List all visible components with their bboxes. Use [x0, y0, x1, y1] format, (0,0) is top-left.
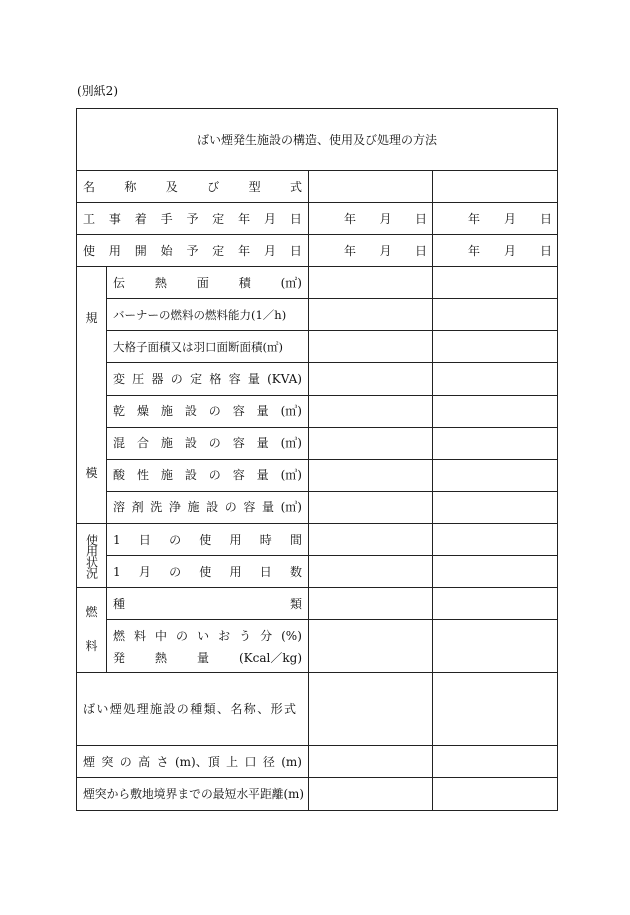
- fuel-group-label: [77, 588, 106, 672]
- label-segment: 熱: [154, 275, 167, 290]
- label-segment: 月: [138, 564, 151, 579]
- label-segment: 燃: [113, 629, 126, 644]
- label-segment: 年: [238, 243, 251, 258]
- label-segment: 容: [243, 500, 256, 515]
- year-unit: 年: [344, 243, 357, 258]
- value-cell: [433, 427, 558, 459]
- use-start-label-cell: [77, 235, 309, 267]
- value-cell: [433, 459, 558, 491]
- month-unit: 月: [504, 211, 517, 226]
- value-cell: [309, 673, 433, 746]
- label-segment: 料: [134, 629, 147, 644]
- label-segment: 面: [196, 275, 209, 290]
- chimney-distance-label-cell: [77, 778, 309, 811]
- value-cell: [433, 171, 558, 203]
- value-cell: [309, 588, 433, 620]
- daily-hours-label: [113, 532, 302, 548]
- label-segment: 設: [184, 468, 197, 483]
- value-cell: [433, 299, 558, 331]
- label-segment: 日: [259, 564, 272, 579]
- value-cell: [433, 491, 558, 523]
- value-cell: [309, 491, 433, 523]
- fuel-item-cell: [107, 588, 309, 620]
- date-units: [433, 243, 557, 259]
- label-segment: 及: [165, 179, 178, 194]
- label-segment: 名: [83, 179, 96, 194]
- solvent-cleaning-capacity-label: [113, 499, 302, 515]
- treatment-facility-label: ばい煙処理施設の種類、名称、形式: [83, 702, 298, 716]
- label-segment: 発: [113, 651, 126, 666]
- label-segment: 合: [136, 436, 149, 451]
- value-cell: [433, 524, 558, 556]
- heating-value-label: [113, 650, 302, 666]
- label-segment: 容: [232, 468, 245, 483]
- label-segment: (KVA): [267, 371, 302, 386]
- label-segment: の: [169, 564, 182, 579]
- day-unit: 日: [540, 243, 553, 258]
- label-segment: (㎥): [280, 404, 302, 419]
- label-segment: 量: [197, 651, 210, 666]
- year-unit: 年: [468, 243, 481, 258]
- label-segment: (㎡): [280, 275, 302, 290]
- label-segment: 器: [151, 371, 164, 386]
- label-segment: 設: [184, 404, 197, 419]
- label-segment: 数: [289, 564, 302, 579]
- label-segment: 式: [289, 179, 302, 194]
- label-segment: 圧: [132, 371, 145, 386]
- month-unit: 月: [379, 211, 392, 226]
- value-cell: [309, 395, 433, 427]
- attachment-label: (別紙2): [77, 84, 118, 98]
- label-segment: 予: [186, 243, 199, 258]
- fuel-type-label: [113, 596, 302, 612]
- label-segment: 定: [212, 243, 225, 258]
- label-segment: 量: [256, 436, 269, 451]
- label-segment: 事: [108, 211, 121, 226]
- label-segment: 剤: [131, 500, 144, 515]
- fuel-label-bottom: 料: [85, 639, 98, 653]
- label-segment: び: [207, 179, 220, 194]
- usage-group-label: 使用状況: [84, 533, 99, 578]
- label-segment: (Kcal／kg): [239, 651, 302, 666]
- label-segment: 用: [229, 564, 242, 579]
- label-segment: 酸: [113, 468, 126, 483]
- chimney-height-label: [83, 754, 302, 770]
- value-cell: [433, 746, 558, 778]
- label-segment: 量: [256, 468, 269, 483]
- label-segment: 径: [262, 754, 275, 769]
- label-segment: 量: [262, 500, 275, 515]
- label-segment: の: [169, 532, 182, 547]
- usage-group-label-cell: [77, 524, 107, 588]
- year-unit: 年: [344, 211, 357, 226]
- date-cell: [309, 235, 433, 267]
- value-cell: [309, 778, 433, 811]
- monthly-days-label: [113, 564, 302, 580]
- use-start-label: [83, 243, 302, 259]
- value-cell: [433, 620, 558, 673]
- fuel-item-cell: [107, 620, 309, 673]
- label-segment: 称: [124, 179, 137, 194]
- value-cell: [309, 459, 433, 491]
- scale-item-cell: [107, 427, 309, 459]
- value-cell: [433, 588, 558, 620]
- label-segment: 洗: [150, 500, 163, 515]
- value-cell: [433, 395, 558, 427]
- scale-item-cell: [107, 299, 309, 331]
- label-segment: 施: [160, 436, 173, 451]
- label-segment: 始: [160, 243, 173, 258]
- label-segment: 予: [186, 211, 199, 226]
- date-cell: [433, 235, 558, 267]
- label-segment: 容: [232, 404, 245, 419]
- mixing-capacity-label: [113, 435, 302, 451]
- label-segment: 日: [138, 532, 151, 547]
- label-segment: の: [208, 436, 221, 451]
- label-segment: い: [197, 629, 210, 644]
- label-segment: 工: [83, 211, 96, 226]
- label-segment: 中: [155, 629, 168, 644]
- month-unit: 月: [379, 243, 392, 258]
- value-cell: [309, 299, 433, 331]
- label-segment: 間: [289, 532, 302, 547]
- scale-item-cell: [107, 331, 309, 363]
- label-segment: 1: [113, 564, 121, 579]
- label-segment: 乾: [113, 404, 126, 419]
- label-segment: 定: [190, 371, 203, 386]
- date-units: [309, 211, 432, 227]
- label-segment: 煙: [83, 754, 96, 769]
- form-title: ばい煙発生施設の構造、使用及び処理の方法: [197, 133, 438, 147]
- label-segment: 使: [199, 564, 212, 579]
- label-segment: 格: [209, 371, 222, 386]
- label-segment: 種: [113, 596, 126, 611]
- value-cell: [309, 331, 433, 363]
- day-unit: 日: [540, 211, 553, 226]
- acid-capacity-label: [113, 467, 302, 483]
- value-cell: [433, 778, 558, 811]
- value-cell: [309, 524, 433, 556]
- label-segment: 月: [264, 211, 277, 226]
- usage-item-cell: [107, 524, 309, 556]
- label-segment: 量: [247, 371, 260, 386]
- label-segment: 着: [134, 211, 147, 226]
- label-segment: 混: [113, 436, 126, 451]
- label-segment: 類: [289, 596, 302, 611]
- day-unit: 日: [414, 243, 427, 258]
- label-segment: 開: [134, 243, 147, 258]
- date-units: [309, 243, 432, 259]
- label-segment: 分: [260, 629, 273, 644]
- sulfur-content-label: [113, 628, 302, 644]
- label-segment: 用: [229, 532, 242, 547]
- date-units: [433, 211, 557, 227]
- label-segment: 設: [206, 500, 219, 515]
- scale-item-cell: [107, 363, 309, 395]
- label-segment: 1: [113, 532, 121, 547]
- label-segment: 容: [232, 436, 245, 451]
- value-cell: [309, 620, 433, 673]
- label-segment: の: [176, 629, 189, 644]
- label-segment: 時: [259, 532, 272, 547]
- month-unit: 月: [504, 243, 517, 258]
- scale-item-cell: [107, 459, 309, 491]
- year-unit: 年: [468, 211, 481, 226]
- label-segment: 燥: [136, 404, 149, 419]
- label-segment: 施: [160, 404, 173, 419]
- value-cell: [433, 673, 558, 746]
- label-segment: 月: [264, 243, 277, 258]
- scale-item-cell: [107, 267, 309, 299]
- fuel-group-label-cell: [77, 588, 107, 673]
- day-unit: 日: [414, 211, 427, 226]
- construction-start-label-cell: [77, 203, 309, 235]
- label-segment: 口: [244, 754, 257, 769]
- transformer-capacity-label: [113, 371, 302, 387]
- label-segment: の: [119, 754, 132, 769]
- label-segment: 熱: [155, 651, 168, 666]
- chimney-distance-label: 煙突から敷地境界までの最短水平距離(m): [83, 787, 304, 801]
- fuel-label-top: 燃: [85, 605, 98, 619]
- name-model-label-cell: [77, 171, 309, 203]
- label-segment: 使: [83, 243, 96, 258]
- date-cell: [309, 203, 433, 235]
- value-cell: [309, 171, 433, 203]
- label-segment: (m): [281, 754, 302, 769]
- scale-group-label: [77, 267, 106, 523]
- value-cell: [309, 746, 433, 778]
- label-segment: の: [170, 371, 183, 386]
- label-segment: 日: [289, 243, 302, 258]
- label-segment: の: [208, 468, 221, 483]
- scale-item-cell: [107, 395, 309, 427]
- burner-fuel-capacity-label: バーナーの燃料の燃料能力(1／h): [113, 307, 287, 322]
- name-model-label: [83, 179, 302, 195]
- label-segment: 量: [256, 404, 269, 419]
- construction-start-label: [83, 211, 302, 227]
- treatment-label-cell: [77, 673, 309, 746]
- label-segment: 型: [248, 179, 261, 194]
- label-segment: (㎥): [280, 436, 302, 451]
- label-segment: 年: [238, 211, 251, 226]
- heat-transfer-area-label: [113, 275, 302, 291]
- label-segment: 施: [160, 468, 173, 483]
- label-segment: 用: [108, 243, 121, 258]
- label-segment: 突: [101, 754, 114, 769]
- label-segment: 浄: [168, 500, 181, 515]
- label-segment: さ: [156, 754, 169, 769]
- label-segment: う: [239, 629, 252, 644]
- label-segment: の: [224, 500, 237, 515]
- label-segment: (m)、頂: [174, 754, 220, 769]
- label-segment: 設: [184, 436, 197, 451]
- label-segment: (㎥): [280, 468, 302, 483]
- label-segment: 日: [289, 211, 302, 226]
- label-segment: 性: [136, 468, 149, 483]
- label-segment: 変: [113, 371, 126, 386]
- label-segment: 積: [238, 275, 251, 290]
- label-segment: 伝: [113, 275, 126, 290]
- label-segment: (㎥): [280, 500, 302, 515]
- usage-item-cell: [107, 556, 309, 588]
- label-segment: の: [208, 404, 221, 419]
- scale-label-top: 規: [85, 311, 98, 325]
- label-segment: 使: [199, 532, 212, 547]
- value-cell: [309, 363, 433, 395]
- date-cell: [433, 203, 558, 235]
- label-segment: 施: [187, 500, 200, 515]
- chimney-height-label-cell: [77, 746, 309, 778]
- form-table: [76, 108, 558, 811]
- value-cell: [309, 556, 433, 588]
- form-title-cell: [77, 109, 558, 171]
- label-segment: お: [218, 629, 231, 644]
- label-segment: 溶: [113, 500, 126, 515]
- label-segment: 容: [228, 371, 241, 386]
- scale-label-bottom: 模: [85, 466, 98, 480]
- drying-capacity-label: [113, 403, 302, 419]
- label-segment: 高: [138, 754, 151, 769]
- value-cell: [309, 267, 433, 299]
- value-cell: [309, 427, 433, 459]
- value-cell: [433, 331, 558, 363]
- scale-item-cell: [107, 491, 309, 523]
- value-cell: [433, 556, 558, 588]
- label-segment: 上: [226, 754, 239, 769]
- value-cell: [433, 267, 558, 299]
- scale-group-label-cell: [77, 267, 107, 524]
- grate-area-label: 大格子面積又は羽口面断面積(㎡): [113, 339, 283, 354]
- label-segment: 手: [160, 211, 173, 226]
- label-segment: 定: [212, 211, 225, 226]
- value-cell: [433, 363, 558, 395]
- label-segment: (%): [281, 629, 302, 644]
